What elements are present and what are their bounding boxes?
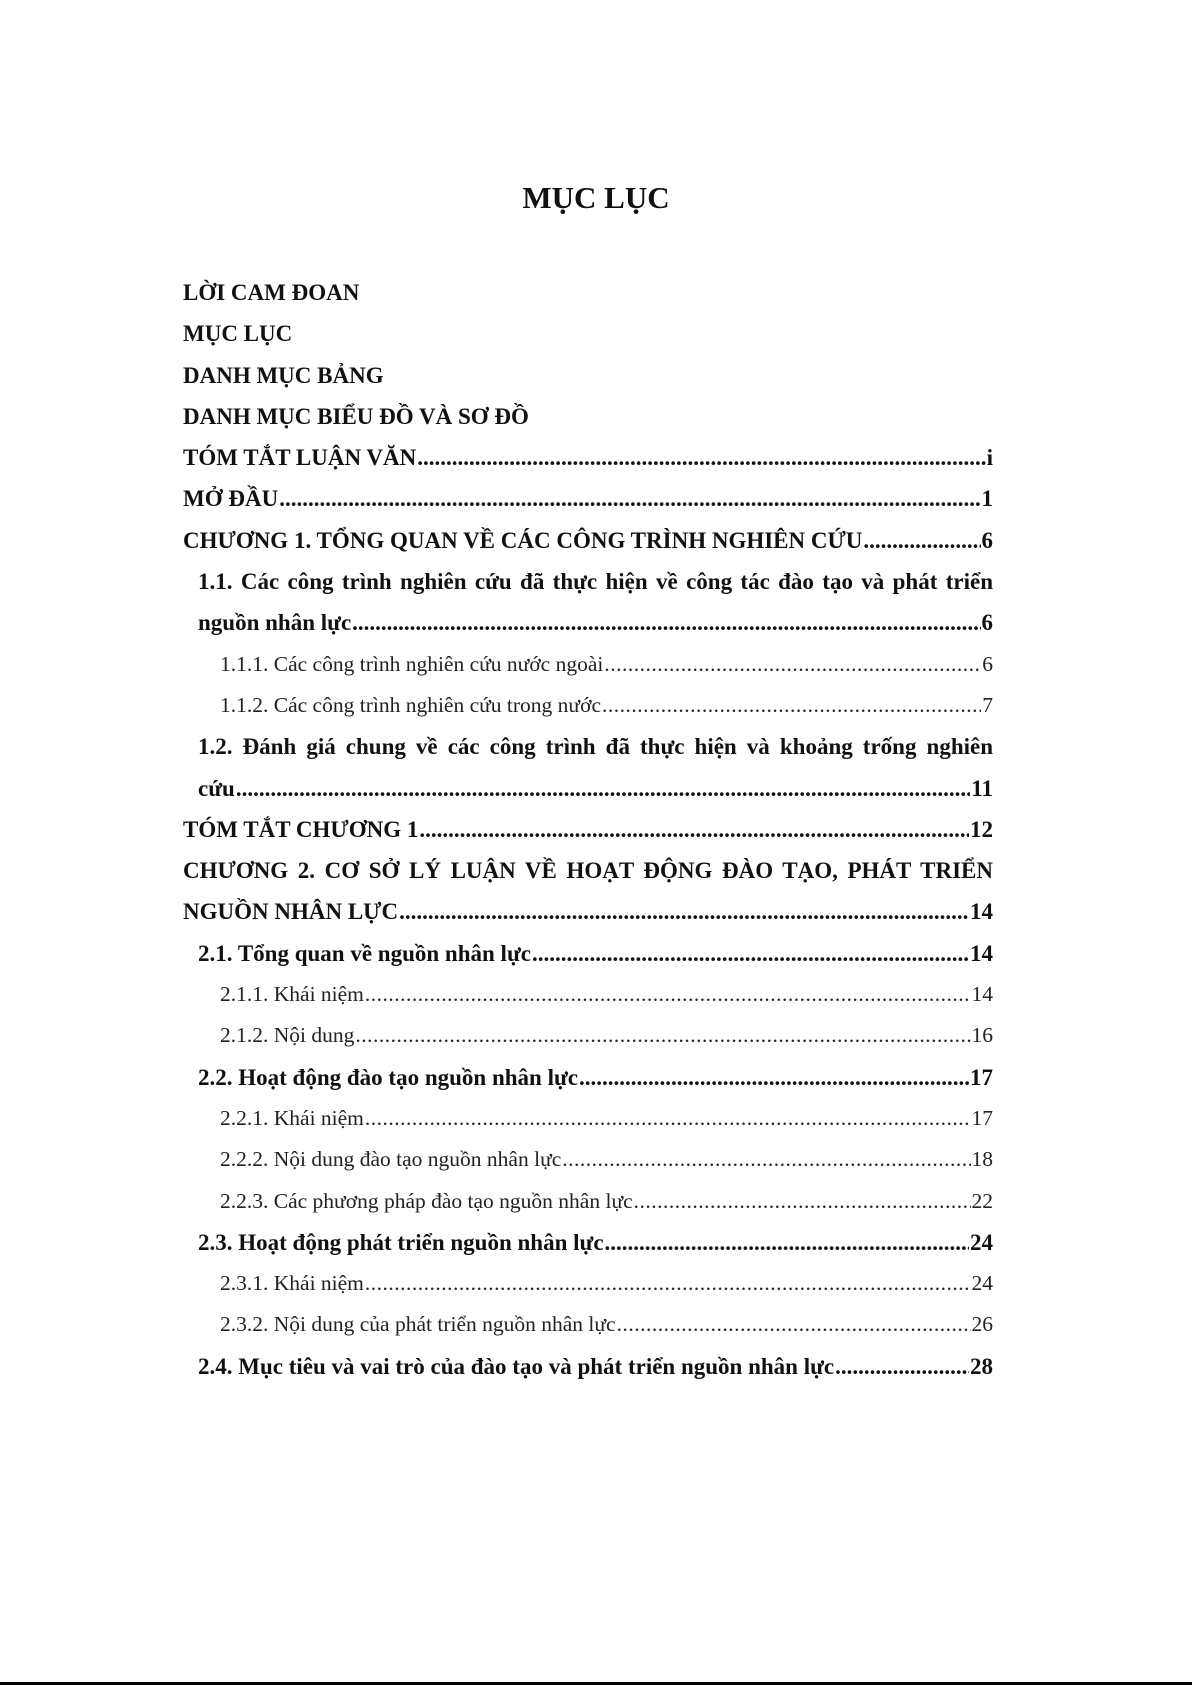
toc-entry[interactable] [183,1263,993,1304]
toc-entry-text: CHƯƠNG 1. TỔNG QUAN VỀ CÁC CÔNG TRÌNH NGHIÊN CỨU [183,527,863,553]
toc-page-number: 14 [970,899,993,925]
toc-entry[interactable] [183,933,993,974]
toc-page-number: 6 [981,610,993,636]
toc-entry[interactable] [183,396,993,437]
toc-entry-text: TÓM TẮT CHƯƠNG 1 [183,816,419,842]
toc-page-number: 26 [971,1312,993,1337]
dot-leader [417,437,985,478]
toc-entry[interactable] [183,809,993,850]
toc-entry[interactable] [183,1346,993,1387]
page-title: MỤC LỤC [522,180,670,215]
toc-entry-text: NGUỒN NHÂN LỰC [183,899,399,925]
toc-page-number: i [986,445,993,471]
toc-entry-text: 1.2. Đánh giá chung về các công trình đã thực hiện và khoảng trống nghiên [198,734,993,760]
toc-page-number: 28 [970,1353,993,1379]
toc-entry-text: 1.1.1. Các công trình nghiên cứu nước ngoài [220,651,604,676]
dot-leader [352,602,980,643]
toc-entry[interactable] [183,974,993,1015]
toc-entry-text: LỜI CAM ĐOAN [183,280,360,305]
toc-page-number: 12 [970,816,993,842]
dot-leader [617,1304,971,1345]
toc-entry[interactable] [183,768,993,809]
dot-leader [579,1057,969,1098]
dot-leader [279,478,980,519]
toc-page-number: 7 [982,692,993,717]
toc-entry[interactable] [183,891,993,932]
toc-entry-text: 2.1.2. Nội dung [220,1023,355,1048]
toc-entry[interactable] [183,520,993,561]
toc-entry-text: DANH MỤC BẢNG [183,362,384,388]
toc-entry-text: nguồn nhân lực [198,610,352,636]
toc-page-number: 6 [982,651,993,676]
toc-page-number: 17 [971,1105,993,1130]
toc-entry-text: 2.3. Hoạt động phát triển nguồn nhân lực [198,1229,604,1255]
dot-leader [236,768,970,809]
toc-entry[interactable] [183,272,993,313]
toc-entry-text: DANH MỤC BIỂU ĐỒ VÀ SƠ ĐỒ [183,403,529,429]
toc-entry-text: 2.2.3. Các phương pháp đào tạo nguồn nhân lực [220,1188,633,1213]
toc-entry-text: 2.3.2. Nội dung của phát triển nguồn nhân lực [220,1312,616,1337]
toc-entry[interactable] [183,1057,993,1098]
dot-leader [532,933,969,974]
toc-page-number: 14 [970,940,993,966]
toc-entry-text: 1.1. Các công trình nghiên cứu đã thực hiện về công tác đào tạo và phát triển [198,569,993,595]
toc-entry[interactable] [183,1139,993,1180]
toc-page-number: 18 [971,1147,993,1172]
dot-leader [365,1098,971,1139]
toc-entry[interactable] [183,1098,993,1139]
toc-entry[interactable] [183,644,993,685]
toc-page-number: 24 [970,1229,993,1255]
dot-leader [355,1015,970,1056]
dot-leader [399,891,969,932]
toc-page-number: 17 [970,1064,993,1090]
dot-leader [634,1181,971,1222]
toc-entry-text: 2.4. Mục tiêu và vai trò của đào tạo và phát triển nguồn nhân lực [198,1353,835,1379]
toc-entry[interactable] [183,685,993,726]
toc-entry[interactable] [183,1181,993,1222]
toc-entry[interactable] [183,437,993,478]
toc-entry-text: cứu [198,775,235,801]
toc-entry-text: 2.2.2. Nội dung đào tạo nguồn nhân lực [220,1147,562,1172]
toc-entry[interactable] [183,313,993,354]
dot-leader [835,1346,969,1387]
dot-leader [605,1222,969,1263]
dot-leader [365,1263,971,1304]
toc-entry[interactable] [183,850,993,891]
dot-leader [419,809,969,850]
toc-page-number: 24 [971,1271,993,1296]
dot-leader [562,1139,970,1180]
toc-page-number: 1 [981,486,993,512]
toc-entry[interactable] [183,602,993,643]
toc-entry-text: CHƯƠNG 2. CƠ SỞ LÝ LUẬN VỀ HOẠT ĐỘNG ĐÀO TẠO, PHÁT TRIỂN [183,858,993,884]
dot-leader [604,644,981,685]
toc-entry[interactable] [183,478,993,519]
toc-page-number: 11 [971,775,993,801]
toc-entry[interactable] [183,1304,993,1345]
toc-entry[interactable] [183,1222,993,1263]
table-of-contents [183,272,993,1387]
toc-entry-text: TÓM TẮT LUẬN VĂN [183,445,417,471]
toc-entry[interactable] [183,561,993,602]
toc-entry-text: 2.1. Tổng quan về nguồn nhân lực [198,940,531,966]
toc-page-number: 6 [981,527,993,553]
dot-leader [602,685,981,726]
toc-entry-text: MỤC LỤC [183,321,293,347]
dot-leader [863,520,980,561]
toc-entry[interactable] [183,726,993,767]
toc-entry-text: 1.1.2. Các công trình nghiên cứu trong nước [220,692,601,717]
toc-entry[interactable] [183,1015,993,1056]
toc-entry-text: 2.1.1. Khái niệm [220,982,364,1007]
toc-entry[interactable] [183,355,993,396]
toc-page-number: 16 [971,1023,993,1048]
dot-leader [365,974,971,1015]
toc-entry-text: 2.2. Hoạt động đào tạo nguồn nhân lực [198,1064,578,1090]
toc-entry-text: 2.2.1. Khái niệm [220,1105,364,1130]
toc-page-number: 14 [971,982,993,1007]
toc-entry-text: MỞ ĐẦU [183,486,279,512]
toc-entry-text: 2.3.1. Khái niệm [220,1271,364,1296]
toc-page-number: 22 [971,1188,993,1213]
